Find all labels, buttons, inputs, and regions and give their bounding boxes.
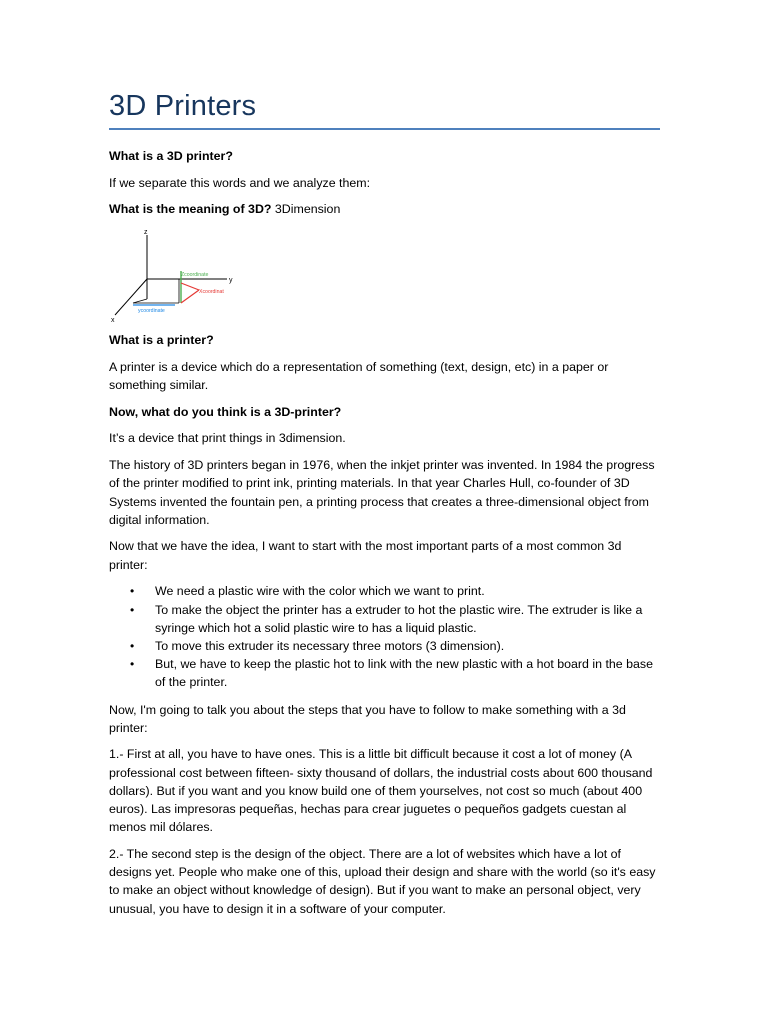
paragraph-3d-printer-definition: It’s a device that print things in 3dimension. (109, 431, 346, 446)
y-coordinate-label: ycoordinate (138, 308, 165, 315)
list-item (109, 601, 660, 637)
paragraph-important-parts: Now that we have the idea, I want to start with the most important parts of a most common 3d printer: (109, 539, 622, 572)
paragraph-step-1: 1.- First at all, you have to have ones. This is a little bit difficult because it cost a lot of money (A professional cost between fifteen- sixty thousand of dollars, the industrial costs about 600 thousand dollars). But if you want and you know build one of them yourselves, not cost so much (about 400 euros). Las impresoras pequeñas, hechas para crear juguetes o pequeños gadgets cuestan al menos mil dólares. (109, 747, 653, 835)
x-coordinate-label: Xcoordinat (199, 289, 224, 296)
bullet-marker: • (130, 657, 135, 672)
paragraph-step-2: 2.- The second step is the design of the object. There are a lot of websites which have a lot of designs yet. People who make one of this, upload their design and share with the world (so it's easy to make an object without knowledge of design). But if you want to make an personal object, very unusual, you have to design it in a software of your computer. (109, 846, 656, 916)
list-item (109, 655, 660, 691)
y-axis-label: y (229, 277, 233, 285)
paragraph-history: The history of 3D printers began in 1976, when the inkjet printer was invented. In 1984 the progress of the printer modified to print ink, printing materials. In that year Charles Hull, co-founder of 3D Systems invented the fountain pen, a printing process that creates a three-dimensional object from digital information. (109, 458, 655, 527)
meaning-3d-answer: 3Dimension (271, 202, 341, 217)
heading-what-is-3d-printer-2: Now, what do you think is a 3D-printer? (109, 404, 342, 419)
document-body (109, 147, 660, 926)
z-axis-label: z (144, 229, 148, 237)
title-underline (109, 128, 660, 130)
bullet-marker: • (130, 584, 135, 599)
list-item-text: To move this extruder its necessary three motors (3 dimension). (155, 638, 505, 653)
meaning-3d-question: What is the meaning of 3D? (109, 202, 272, 217)
bullet-marker: • (130, 638, 135, 653)
paragraph-separate-words: If we separate this words and we analyze them: (109, 175, 371, 190)
document-title: 3D Printers (109, 90, 257, 122)
list-item (109, 637, 660, 655)
bullet-marker: • (130, 602, 135, 617)
x-coordinate-top (181, 283, 199, 290)
paragraph-steps-intro: Now, I'm going to talk you about the steps that you have to follow to make something with a 3d printer: (109, 702, 626, 735)
parts-list (109, 582, 660, 691)
heading-what-is-printer: What is a printer? (109, 333, 214, 348)
paragraph-printer-definition: A printer is a device which do a representation of something (text, design, etc) in a paper or something similar. (109, 359, 609, 393)
3d-axes-diagram (109, 227, 259, 323)
z-coordinate-label: Zcoordinate (181, 272, 209, 279)
list-item-text: To make the object the printer has a extruder to hot the plastic wire. The extruder is like a syringe which hot a solid plastic wire to has a liquid plastic. (155, 602, 643, 635)
list-item-text: But, we have to keep the plastic hot to link with the new plastic with a hot board in the base of the printer. (155, 657, 653, 690)
list-item (109, 582, 660, 600)
x-axis-label: x (111, 317, 115, 324)
list-item-text: We need a plastic wire with the color which we want to print. (155, 584, 485, 599)
paragraph-meaning-3d (109, 200, 660, 218)
heading-what-is-3d-printer: What is a 3D printer? (109, 149, 233, 163)
projection-line-left (133, 299, 147, 303)
x-coordinate-line (181, 290, 199, 303)
